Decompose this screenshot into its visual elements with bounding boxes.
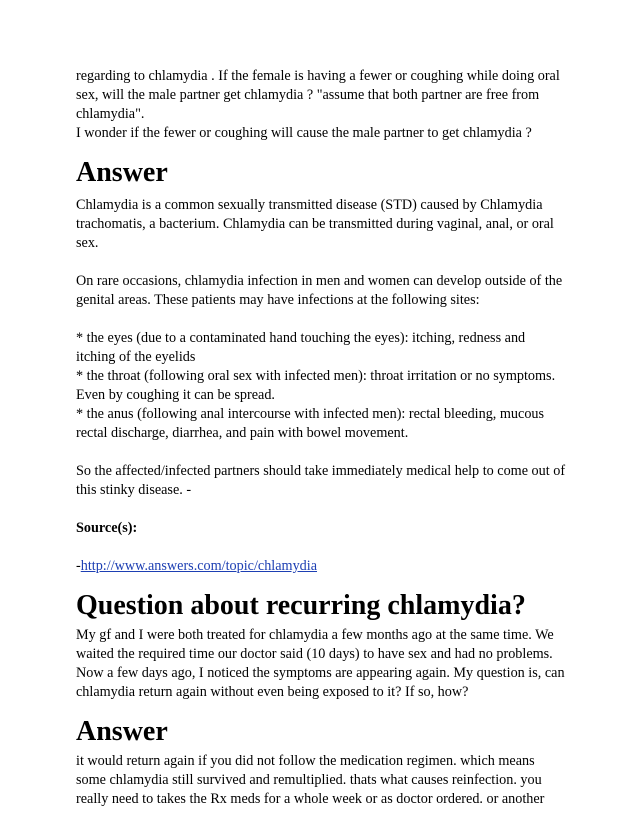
text-line: I wonder if the fewer or coughing will cause the male partner to get chlamydia ? xyxy=(76,125,532,141)
answer-paragraph xyxy=(76,462,566,500)
text-line: Even by coughing it can be spread. xyxy=(76,387,275,403)
text-line: really need to takes the Rx meds for a whole week or as doctor ordered. or another xyxy=(76,791,545,807)
text-line: On rare occasions, chlamydia infection in men and women can develop outside of the xyxy=(76,273,563,289)
answer-paragraph xyxy=(76,196,566,253)
paragraph-gap xyxy=(76,538,566,557)
answer-paragraph xyxy=(76,272,566,310)
text-line: genital areas. These patients may have infections at the following sites: xyxy=(76,292,480,308)
text-line: chlamydia return again without even being exposed to it? If so, how? xyxy=(76,684,469,700)
paragraph-gap xyxy=(76,253,566,272)
source-label: Source(s): xyxy=(76,520,138,536)
text-line: My gf and I were both treated for chlamydia a few months ago at the same time. We xyxy=(76,627,554,643)
text-line: So the affected/infected partners should take immediately medical help to come out of xyxy=(76,463,566,479)
text-line: this stinky disease. - xyxy=(76,482,192,498)
paragraph-gap xyxy=(76,443,566,462)
document-page xyxy=(76,67,566,809)
text-line: Chlamydia is a common sexually transmitted disease (STD) caused by Chlamydia xyxy=(76,197,543,213)
text-line: rectal discharge, diarrhea, and pain with bowel movement. xyxy=(76,425,409,441)
text-line: trachomatis, a bacterium. Chlamydia can be transmitted during vaginal, anal, or oral xyxy=(76,216,554,232)
answer-heading: Answer xyxy=(76,157,168,188)
text-line: Now a few days ago, I noticed the symptoms are appearing again. My question is, can xyxy=(76,665,565,681)
source-section xyxy=(76,519,566,538)
question-paragraph xyxy=(76,626,566,702)
answer-heading: Answer xyxy=(76,716,168,747)
answer-paragraph xyxy=(76,752,566,809)
text-line: * the anus (following anal intercourse with infected men): rectal bleeding, mucous xyxy=(76,406,545,422)
intro-paragraph xyxy=(76,67,566,143)
source-line xyxy=(76,557,566,576)
question-heading: Question about recurring chlamydia? xyxy=(76,590,526,621)
text-line: sex, will the male partner get chlamydia ? "assume that both partner are free from xyxy=(76,87,540,103)
text-line: regarding to chlamydia . If the female is having a fewer or coughing while doing oral xyxy=(76,68,560,84)
text-line: * the eyes (due to a contaminated hand touching the eyes): itching, redness and xyxy=(76,330,526,346)
source-prefix: - xyxy=(76,558,81,574)
paragraph-gap xyxy=(76,310,566,329)
text-line: itching of the eyelids xyxy=(76,349,196,365)
paragraph-gap xyxy=(76,500,566,519)
source-link[interactable]: http://www.answers.com/topic/chlamydia xyxy=(80,558,318,574)
text-line: * the throat (following oral sex with infected men): throat irritation or no symptoms. xyxy=(76,368,556,384)
text-line: it would return again if you did not follow the medication regimen. which means xyxy=(76,753,535,769)
text-line: chlamydia". xyxy=(76,106,145,122)
answer-list xyxy=(76,329,566,443)
text-line: some chlamydia still survived and remultiplied. thats what causes reinfection. you xyxy=(76,772,542,788)
text-line: waited the required time our doctor said (10 days) to have sex and had no problems. xyxy=(76,646,553,662)
text-line: sex. xyxy=(76,235,99,251)
